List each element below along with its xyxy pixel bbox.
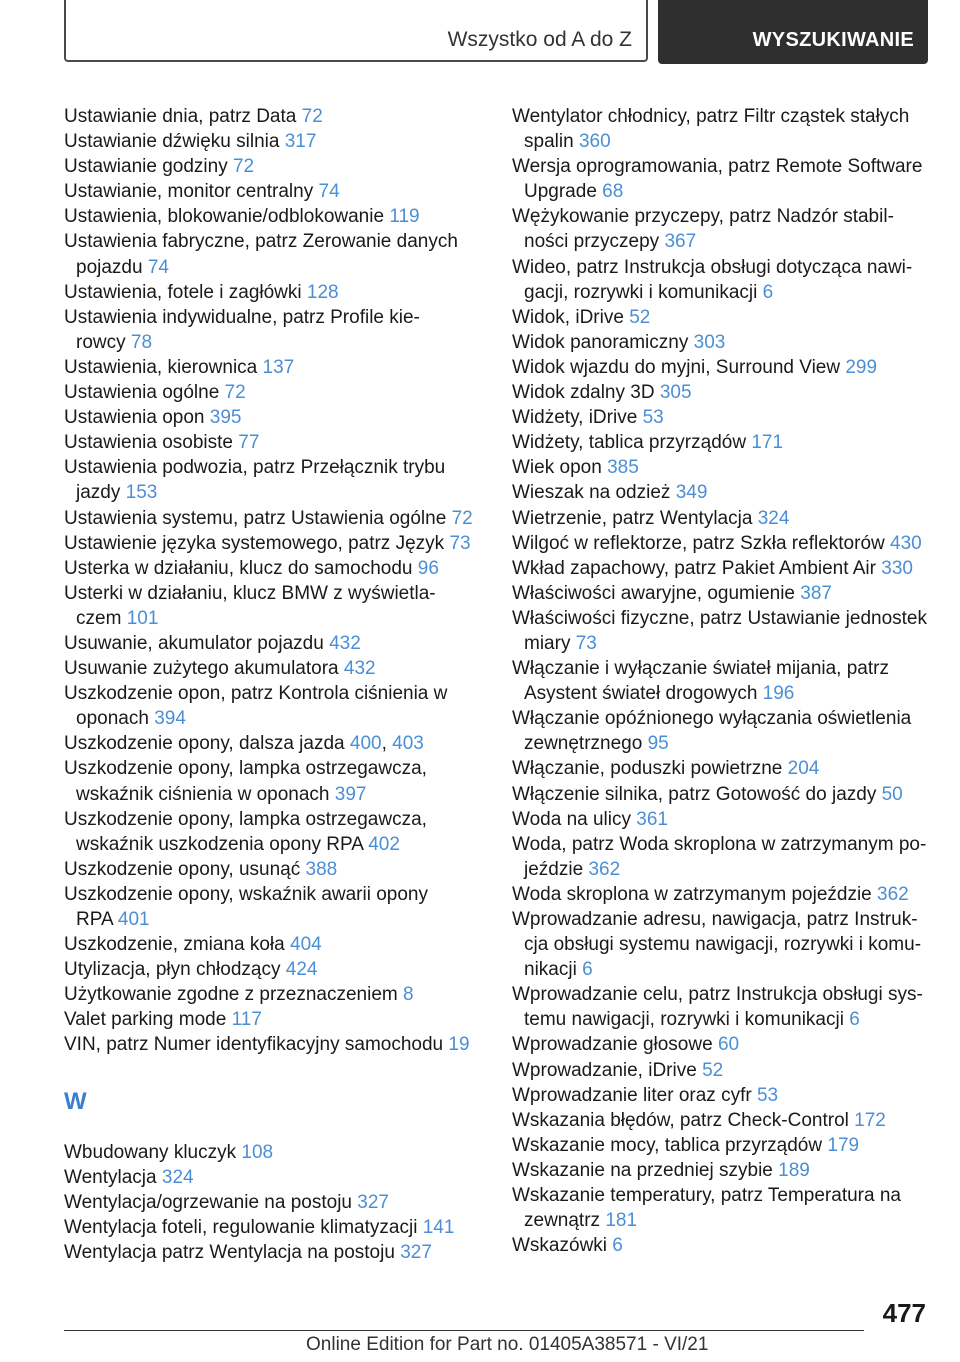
index-entry-text: RPA xyxy=(76,909,113,930)
index-entry xyxy=(64,882,484,907)
index-entry xyxy=(512,1183,932,1208)
index-entry xyxy=(512,380,932,405)
index-entry-text: Woda na ulicy xyxy=(512,808,631,830)
page-reference-link[interactable]: 395 xyxy=(209,407,242,429)
index-entry xyxy=(64,380,484,405)
index-entry-text: Wentylacja/ogrzewanie na postoju xyxy=(64,1191,352,1213)
index-entry-text: zewnętrznego xyxy=(524,733,643,755)
index-entry-text: Woda, patrz Woda skroplona w zatrzymanym po‐ xyxy=(512,833,927,855)
index-entry-text: nikacji xyxy=(524,959,577,981)
index-entry xyxy=(512,631,932,656)
page-reference-link[interactable]: 117 xyxy=(231,1009,262,1031)
page-reference-link[interactable]: 137 xyxy=(262,356,295,378)
section-letter: W xyxy=(64,1087,87,1115)
index-entry xyxy=(64,179,484,204)
index-entry xyxy=(64,932,484,957)
index-entry-text: Włączenie silnika, patrz Gotowość do jazdy xyxy=(512,783,877,805)
index-entry xyxy=(64,1215,484,1240)
index-entry-text: Wprowadzanie głosowe xyxy=(512,1034,713,1056)
index-entry-text: Ustawianie dnia, patrz Data xyxy=(64,106,297,127)
index-entry-text: Wężykowanie przyczepy, patrz Nadzór stabil‐ xyxy=(512,206,894,228)
footer-edition: Online Edition for Part no. 01405A38571 - VI/21 xyxy=(306,1334,709,1355)
index-entry xyxy=(512,531,932,556)
page-reference-link[interactable]: 367 xyxy=(664,231,697,253)
index-entry xyxy=(64,832,484,857)
page-reference-link[interactable]: 181 xyxy=(605,1210,638,1232)
page-reference-link[interactable]: 179 xyxy=(827,1134,860,1156)
index-entry-text: cja obsługi systemu nawigacji, rozrywki i komu‐ xyxy=(524,934,922,956)
section-tab-label: Wszystko od A do Z xyxy=(447,28,632,51)
index-entry-text: Uszkodzenie opony, wskaźnik awarii opony xyxy=(64,883,428,905)
page-reference-link[interactable]: 362 xyxy=(588,858,621,880)
index-entry-text: Wskazania błędów, patrz Check-Control xyxy=(512,1109,849,1131)
index-entry xyxy=(512,756,932,781)
index-entry-text: Wskazanie na przedniej szybie xyxy=(512,1159,773,1181)
page-reference-link[interactable]: 327 xyxy=(357,1191,389,1213)
index-entry xyxy=(64,1165,484,1190)
page-reference-link[interactable]: 108 xyxy=(241,1141,274,1163)
page-reference-link[interactable]: 324 xyxy=(161,1166,194,1188)
index-entry xyxy=(512,1058,932,1083)
index-entry xyxy=(512,957,932,982)
page-reference-link[interactable]: 330 xyxy=(881,557,913,579)
index-entry xyxy=(512,982,932,1007)
index-entry xyxy=(512,154,932,179)
page-reference-link[interactable]: 19 xyxy=(448,1034,470,1056)
index-entry xyxy=(512,1133,932,1158)
index-entry-text: Ustawienia, fotele i zagłówki xyxy=(64,281,302,303)
page-reference-link[interactable]: 327 xyxy=(400,1241,432,1263)
page-reference-link[interactable]: 403 xyxy=(392,733,424,755)
index-entry xyxy=(64,1240,484,1265)
index-entry xyxy=(512,731,932,756)
index-entry-text: Widok wjazdu do myjni, Surround View xyxy=(512,356,841,378)
index-entry xyxy=(64,255,484,280)
index-entry xyxy=(512,255,932,280)
index-entry-text: VIN, patrz Numer identyfikacyjny samochodu xyxy=(64,1034,444,1056)
page-header xyxy=(64,0,928,64)
index-entry xyxy=(512,606,932,631)
page-reference-link[interactable]: 204 xyxy=(787,758,820,780)
index-entry-text: Asystent świateł drogowych xyxy=(524,683,758,705)
index-entry xyxy=(64,907,484,932)
page-reference-link[interactable]: 8 xyxy=(403,984,414,1006)
page-reference-link[interactable]: 387 xyxy=(800,582,832,604)
index-entry-text: Ustawianie godziny xyxy=(64,156,228,178)
page-reference-link[interactable]: 189 xyxy=(778,1159,810,1181)
index-entry: Uszkodzenie opony, dalsza jazda 400, 403 xyxy=(64,733,424,755)
index-entry-text: spalin xyxy=(524,131,574,153)
index-entry-text: Wskazanie mocy, tablica przyrządów xyxy=(512,1134,823,1156)
index-entry-text: Uszkodzenie, zmiana koła xyxy=(64,934,285,956)
index-entry-text: Valet parking mode xyxy=(64,1009,227,1031)
index-entry xyxy=(64,430,484,455)
page-reference-link[interactable]: 68 xyxy=(602,181,624,203)
index-entry xyxy=(512,807,932,832)
index-entry xyxy=(512,1208,932,1233)
index-entry-text: Widok zdalny 3D xyxy=(512,382,655,404)
page-reference-link[interactable]: 73 xyxy=(575,632,597,654)
index-entry xyxy=(64,957,484,982)
index-entry-text: Ustawienia podwozia, patrz Przełącznik trybu xyxy=(64,457,446,479)
index-entry xyxy=(64,857,484,882)
index-entry-text: Usterki w działaniu, klucz BMW z wyświetla‐ xyxy=(64,582,436,604)
index-entry xyxy=(512,355,932,380)
index-entry-text: Ustawienia, blokowanie/odblokowanie xyxy=(64,206,385,228)
index-entry xyxy=(64,280,484,305)
index-entry xyxy=(512,1233,932,1258)
index-entry-text: Usuwanie, akumulator pojazdu xyxy=(64,632,324,654)
page-reference-link[interactable]: 128 xyxy=(306,281,339,303)
page-reference-link[interactable]: 360 xyxy=(578,131,611,153)
index-entry xyxy=(512,882,932,907)
index-entry xyxy=(64,982,484,1007)
page-reference-link[interactable]: 432 xyxy=(343,658,376,680)
index-entry-text: rowcy xyxy=(76,331,126,353)
index-entry xyxy=(64,606,484,631)
index-entry xyxy=(512,179,932,204)
index-list-u-v xyxy=(64,104,484,1058)
index-entry xyxy=(64,129,484,154)
index-entry-text: Wentylacja foteli, regulowanie klimatyzacji xyxy=(64,1216,418,1238)
index-list-w xyxy=(64,1140,484,1265)
index-entry xyxy=(64,355,484,380)
index-entry-text: Włączanie, poduszki powietrzne xyxy=(512,758,783,780)
index-column-right xyxy=(512,104,932,1258)
index-entry-text: zewnątrz xyxy=(524,1210,601,1232)
page-reference-link[interactable]: 72 xyxy=(224,382,246,404)
page-reference-link[interactable]: 402 xyxy=(368,833,400,855)
index-entry xyxy=(64,782,484,807)
index-entry xyxy=(64,1140,484,1165)
section-tab[interactable] xyxy=(64,0,648,62)
index-entry-text: Wskazanie temperatury, patrz Temperatura na xyxy=(512,1185,901,1207)
index-entry-text: Uszkodzenie opony, lampka ostrzegawcza, xyxy=(64,758,427,780)
index-entry-text: Ustawienia opon xyxy=(64,407,205,429)
page-reference-link[interactable]: 361 xyxy=(636,808,668,830)
index-entry-text: temu nawigacji, rozrywki i komunikacji xyxy=(524,1009,844,1031)
index-entry-text: Wentylator chłodnicy, patrz Filtr cząstek stałych xyxy=(512,106,910,127)
index-entry xyxy=(512,832,932,857)
index-entry xyxy=(512,330,932,355)
page-reference-link[interactable]: 324 xyxy=(757,507,790,529)
page-reference-link[interactable]: 430 xyxy=(890,532,922,554)
index-entry-text: Wprowadzanie liter oraz cyfr xyxy=(512,1084,752,1106)
page-number: 477 xyxy=(882,1298,926,1328)
page-reference-link[interactable]: 303 xyxy=(693,331,726,353)
index-entry xyxy=(512,681,932,706)
index-entry-text: Wprowadzanie, iDrive xyxy=(512,1059,697,1081)
index-entry-text: Właściwości fizyczne, patrz Ustawianie jednostek xyxy=(512,607,927,629)
page-reference-link[interactable]: 305 xyxy=(659,382,692,404)
index-entry xyxy=(512,204,932,229)
page-reference-link[interactable]: 397 xyxy=(334,783,367,805)
page-reference-link[interactable]: 53 xyxy=(642,407,664,429)
page-reference-link[interactable]: 73 xyxy=(449,532,471,554)
index-entry xyxy=(64,756,484,781)
index-entry xyxy=(64,204,484,229)
index-entry-text: Utylizacja, płyn chłodzący xyxy=(64,959,281,981)
page-reference-link[interactable]: 6 xyxy=(849,1009,860,1031)
index-entry-text: Ustawienia indywidualne, patrz Profile kie‐ xyxy=(64,306,420,328)
page-reference-link[interactable]: 72 xyxy=(451,507,473,529)
index-entry xyxy=(64,631,484,656)
page-reference-link[interactable]: 404 xyxy=(290,934,322,956)
page-reference-link[interactable]: 141 xyxy=(422,1216,455,1238)
index-entry-text: Wentylacja xyxy=(64,1166,157,1188)
index-entry-text: Upgrade xyxy=(524,181,597,203)
page-reference-link[interactable]: 6 xyxy=(612,1235,623,1257)
index-entry-text: Ustawienia osobiste xyxy=(64,432,233,454)
index-entry xyxy=(512,1158,932,1183)
index-entry-text: Wentylacja patrz Wentylacja na postoju xyxy=(64,1241,395,1263)
footer-divider xyxy=(64,1330,864,1331)
index-entry xyxy=(64,305,484,330)
index-entry-text: Ustawienie języka systemowego, patrz Język xyxy=(64,532,445,554)
index-entry xyxy=(64,531,484,556)
page-reference-link[interactable]: 362 xyxy=(877,883,909,905)
index-column-left xyxy=(64,104,484,1265)
index-entry xyxy=(64,480,484,505)
index-entry xyxy=(512,305,932,330)
page-reference-link[interactable]: 6 xyxy=(582,959,593,981)
page-reference-link[interactable]: 299 xyxy=(845,356,878,378)
index-entry-text: pojazdu xyxy=(76,256,143,278)
index-entry-text: miary xyxy=(524,632,571,654)
index-entry xyxy=(64,330,484,355)
page-reference-link[interactable]: 196 xyxy=(762,683,795,705)
index-entry-text: Wkład zapachowy, patrz Pakiet Ambient Air xyxy=(512,557,876,579)
page-reference-link[interactable]: 400 xyxy=(349,733,382,755)
index-entry xyxy=(64,681,484,706)
page-reference-link[interactable]: 317 xyxy=(284,131,317,153)
index-entry-text: Wietrzenie, patrz Wentylacja xyxy=(512,507,753,529)
index-entry-text: Wersja oprogramowania, patrz Remote Software xyxy=(512,156,923,178)
page-reference-link[interactable]: 50 xyxy=(881,783,903,805)
index-entry xyxy=(64,455,484,480)
page-reference-link[interactable]: 385 xyxy=(607,457,639,479)
page-reference-link[interactable]: 172 xyxy=(854,1109,886,1131)
index-entry xyxy=(64,581,484,606)
index-entry xyxy=(512,480,932,505)
page-reference-link[interactable]: 394 xyxy=(154,708,186,730)
page-reference-link[interactable]: 60 xyxy=(717,1034,740,1056)
index-entry xyxy=(64,506,484,531)
index-entry xyxy=(64,1190,484,1215)
page-reference-link[interactable]: 388 xyxy=(305,858,338,880)
index-entry-text: Wiek opon xyxy=(512,457,602,479)
index-list-w-continued xyxy=(512,104,932,1258)
index-entry xyxy=(512,405,932,430)
index-entry xyxy=(64,656,484,681)
index-entry-text: Widżety, tablica przyrządów xyxy=(512,432,747,454)
index-entry-text: Wideo, patrz Instrukcja obsługi dotycząca nawi‐ xyxy=(512,256,913,278)
index-entry-text: Usterka w działaniu, klucz do samochodu xyxy=(64,557,413,579)
index-entry-text: Właściwości awaryjne, ogumienie xyxy=(512,582,795,604)
index-entry-text: Uszkodzenie opony, lampka ostrzegawcza, xyxy=(64,808,427,830)
index-entry-text: Ustawienia fabryczne, patrz Zerowanie danych xyxy=(64,231,458,253)
index-entry xyxy=(512,656,932,681)
page-reference-link[interactable]: 52 xyxy=(629,306,651,328)
index-entry xyxy=(512,907,932,932)
index-entry-text: Uszkodzenie opon, patrz Kontrola ciśnienia w xyxy=(64,683,448,705)
index-entry-text: Ustawianie, monitor centralny xyxy=(64,181,314,203)
index-entry-text: Usuwanie zużytego akumulatora xyxy=(64,658,339,680)
index-entry-text: wskaźnik ciśnienia w oponach xyxy=(76,783,330,805)
index-entry-text: Ustawianie dźwięku silnia xyxy=(64,131,280,153)
index-entry xyxy=(512,229,932,254)
index-entry-text: Woda skroplona w zatrzymanym pojeździe xyxy=(512,883,872,905)
page-reference-link[interactable]: 95 xyxy=(647,733,669,755)
page-reference-link[interactable]: 101 xyxy=(126,607,159,629)
index-entry xyxy=(512,1083,932,1108)
index-entry-text: Wprowadzanie adresu, nawigacja, patrz Instruk‐ xyxy=(512,909,918,930)
index-entry xyxy=(512,1108,932,1133)
index-entry xyxy=(64,1007,484,1032)
search-tab[interactable] xyxy=(658,0,928,64)
index-entry-text: Ustawienia, kierownica xyxy=(64,356,258,378)
index-entry xyxy=(64,405,484,430)
page-reference-link[interactable]: 77 xyxy=(238,432,260,454)
search-tab-label: WYSZUKIWANIE xyxy=(752,29,914,51)
index-entry-text: Ustawienia ogólne xyxy=(64,382,220,404)
index-entry xyxy=(512,506,932,531)
page-reference-link[interactable]: 78 xyxy=(130,331,153,353)
index-entry xyxy=(512,1032,932,1057)
page-reference-link[interactable]: 96 xyxy=(417,557,439,579)
index-entry-text: wskaźnik uszkodzenia opony RPA xyxy=(76,833,363,855)
index-entry-text: Widok panoramiczny xyxy=(512,331,689,353)
page-reference-link[interactable]: 432 xyxy=(329,632,361,654)
page-reference-link[interactable]: 6 xyxy=(762,281,774,303)
index-entry-text: Włączanie opóźnionego wyłączania oświetlenia xyxy=(512,708,912,730)
page-reference-link[interactable]: 401 xyxy=(117,909,150,930)
index-entry xyxy=(512,430,932,455)
index-entry xyxy=(512,706,932,731)
index-entry xyxy=(512,932,932,957)
index-entry-text: czem xyxy=(76,607,122,629)
index-entry-text: Wskazówki xyxy=(512,1235,608,1257)
page-reference-link[interactable]: 74 xyxy=(318,181,340,203)
page-reference-link[interactable]: 119 xyxy=(389,206,420,228)
index-entry-text: gacji, rozrywki i komunikacji xyxy=(524,281,758,303)
index-entry xyxy=(64,706,484,731)
index-entry xyxy=(64,229,484,254)
index-entry-text: Uszkodzenie opony, usunąć xyxy=(64,858,301,880)
page-reference-link[interactable]: 349 xyxy=(675,482,708,504)
page-reference-link[interactable]: 52 xyxy=(702,1059,724,1081)
index-entry-text: Ustawienia systemu, patrz Ustawienia ogólne xyxy=(64,507,447,529)
index-entry-text: oponach xyxy=(76,708,149,730)
index-entry xyxy=(512,455,932,480)
index-entry xyxy=(512,556,932,581)
index-entry xyxy=(512,129,932,154)
index-entry xyxy=(64,807,484,832)
index-entry-text: Wilgoć w reflektorze, patrz Szkła reflektorów xyxy=(512,532,885,554)
page-reference-link[interactable]: 72 xyxy=(301,106,323,127)
index-entry xyxy=(512,280,932,305)
index-entry-text: Widok, iDrive xyxy=(512,306,624,328)
index-entry-text: Wieszak na odzież xyxy=(512,482,671,504)
index-entry-text: jeździe xyxy=(524,858,584,880)
page-reference-link[interactable]: 153 xyxy=(125,482,158,504)
page-reference-link[interactable]: 171 xyxy=(751,432,784,454)
page-reference-link[interactable]: 53 xyxy=(756,1084,779,1106)
index-entry-text: Widżety, iDrive xyxy=(512,407,638,429)
index-entry xyxy=(64,104,484,129)
page-reference-link[interactable]: 72 xyxy=(232,156,255,178)
index-entry-text: Użytkowanie zgodne z przeznaczeniem xyxy=(64,984,398,1006)
index-entry xyxy=(512,1007,932,1032)
index-entry xyxy=(512,782,932,807)
index-entry-text: jazdy xyxy=(76,482,121,504)
index-entry xyxy=(512,857,932,882)
index-entry xyxy=(64,1032,484,1057)
page-reference-link[interactable]: 74 xyxy=(147,256,169,278)
index-entry-text: Uszkodzenie opony, dalsza jazda xyxy=(64,733,345,755)
index-entry xyxy=(512,104,932,129)
index-entry-text: Włączanie i wyłączanie świateł mijania, patrz xyxy=(512,658,889,680)
index-entry-text: Wprowadzanie celu, patrz Instrukcja obsługi sys‐ xyxy=(512,984,923,1006)
index-entry xyxy=(64,154,484,179)
index-entry xyxy=(512,581,932,606)
index-entry xyxy=(64,556,484,581)
index-entry-text: Wbudowany kluczyk xyxy=(64,1141,237,1163)
index-entry-text: ności przyczepy xyxy=(524,231,660,253)
page-reference-link[interactable]: 424 xyxy=(285,959,318,981)
